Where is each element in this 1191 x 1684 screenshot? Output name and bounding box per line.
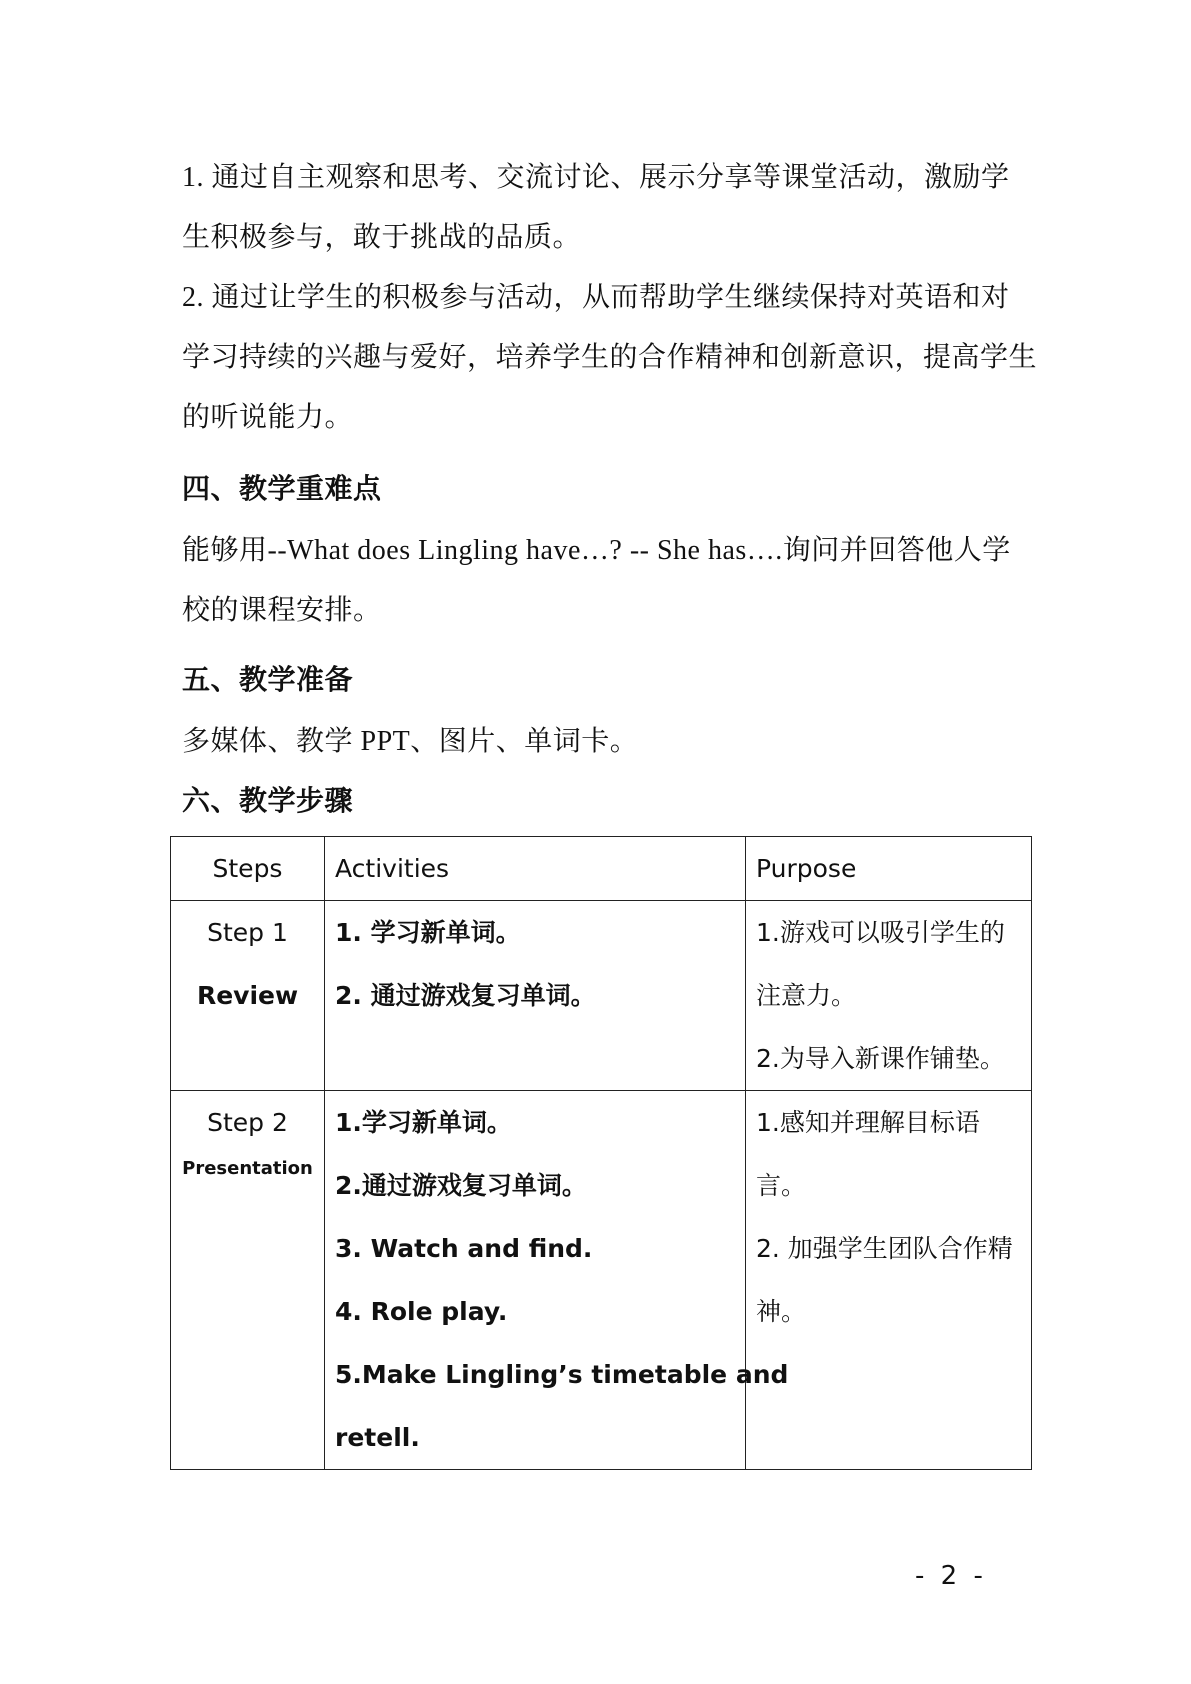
purpose-cell: [746, 901, 1032, 1091]
section-heading-teaching-steps: 六、教学步骤: [182, 786, 354, 817]
page-number: - 2 -: [915, 1561, 987, 1591]
purpose-item: 神。: [756, 1297, 807, 1326]
table-header-row: [171, 837, 1032, 901]
header-cell-steps: Steps: [171, 837, 325, 901]
step-label: Step 2: [207, 1108, 288, 1137]
stage-label: Presentation: [182, 1158, 313, 1179]
stage-label: Review: [196, 981, 299, 1010]
table-row: [171, 901, 1032, 1091]
purpose-item: 2. 加强学生团队合作精: [756, 1234, 1013, 1263]
teaching-steps-table: [170, 836, 1032, 1470]
activity-item: 2.通过游戏复习单词。: [335, 1171, 587, 1200]
purpose-item: 2.为导入新课作铺垫。: [756, 1044, 1005, 1073]
paragraph-line: 2. 通过让学生的积极参与活动，从而帮助学生继续保持对英语和对: [182, 282, 1010, 313]
purpose-cell: [746, 1091, 1032, 1470]
section-heading-preparation: 五、教学准备: [182, 665, 354, 696]
section-heading-key-points: 四、教学重难点: [182, 474, 382, 505]
header-cell-purpose: Purpose: [746, 837, 1032, 901]
activity-item: 1. 学习新单词。: [335, 918, 521, 947]
paragraph-line: 校的课程安排。: [182, 595, 382, 626]
step-label: Step 1: [207, 918, 288, 947]
purpose-item: 注意力。: [756, 981, 857, 1010]
step-cell: [171, 1091, 325, 1470]
paragraph-line: 1. 通过自主观察和思考、交流讨论、展示分享等课堂活动，激励学: [182, 162, 1010, 193]
activities-cell: [325, 901, 746, 1091]
activities-cell: [325, 1091, 789, 1470]
activity-item: 1.学习新单词。: [335, 1108, 512, 1137]
table-row: [171, 1091, 1032, 1470]
activity-item: 2. 通过游戏复习单词。: [335, 981, 596, 1010]
activity-item: retell.: [335, 1423, 420, 1452]
activity-item: 5.Make Lingling’s timetable and: [335, 1360, 789, 1389]
paragraph-line: 能够用--What does Lingling have…? -- She has….询问并回答他人学: [182, 535, 1011, 566]
activity-item: 3. Watch and find.: [335, 1234, 593, 1263]
purpose-item: 言。: [756, 1171, 807, 1200]
purpose-item: 1.游戏可以吸引学生的: [756, 918, 1005, 947]
paragraph-line: 学习持续的兴趣与爱好，培养学生的合作精神和创新意识，提高学生: [182, 342, 1038, 373]
paragraph-line: 的听说能力。: [182, 402, 354, 433]
header-cell-activities: Activities: [325, 837, 746, 901]
paragraph-line: 生积极参与，敢于挑战的品质。: [182, 222, 582, 253]
step-cell: [171, 901, 325, 1091]
activity-item: 4. Role play.: [335, 1297, 508, 1326]
purpose-item: 1.感知并理解目标语: [756, 1108, 980, 1137]
paragraph-line: 多媒体、教学 PPT、图片、单词卡。: [182, 726, 639, 757]
